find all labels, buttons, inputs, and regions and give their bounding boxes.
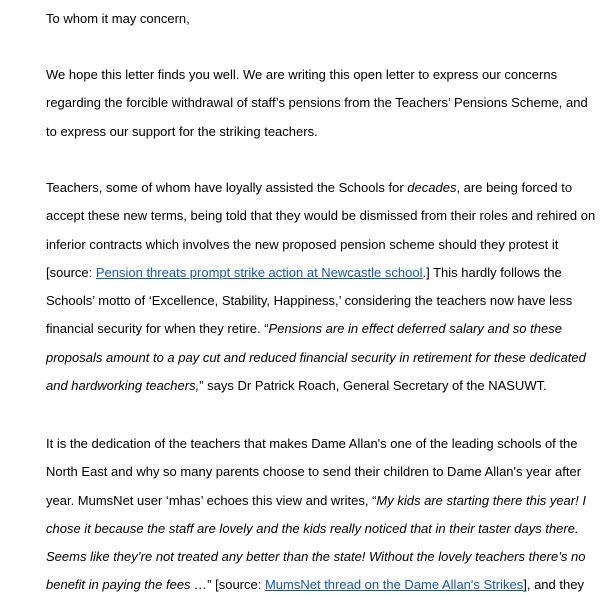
quote-mhas: My kids are starting there this year! I: [376, 492, 586, 508]
text-line: [46, 543, 586, 571]
quote-mhas: chose it because the staff are lovely and the kids really noticed that in their taster days there.: [46, 520, 579, 536]
text-line: financial security for when they retire. “Pensions are in effect deferred salary and so these: [46, 321, 562, 337]
text-line: North East and why so many parents choose to send their children to Dame Allan's year after: [46, 464, 582, 480]
quote-roach: and hardworking teachers,: [46, 378, 200, 394]
text-line: We hope this letter finds you well. We are writing this open letter to express our concerns: [46, 67, 558, 82]
source-link-mumsnet-thread[interactable]: MumsNet thread on the Dame Allan's Strikes: [264, 577, 524, 593]
text-line: [46, 344, 586, 372]
paragraph-dedication: [46, 430, 586, 600]
text-line: accept these new terms, being told that they would be dismissed from their roles and rehired on: [46, 208, 596, 224]
text-line: and hardworking teachers,” says Dr Patrick Roach, General Secretary of the NASUWT.: [46, 378, 547, 394]
text-line: inferior contracts which involves the new proposed pension scheme should they protest it: [46, 236, 559, 252]
text-line: to express our support for the striking teachers.: [46, 123, 318, 139]
salutation: To whom it may concern,: [46, 11, 190, 26]
text-line: It is the dedication of the teachers that makes Dame Allan's one of the leading schools of the: [46, 436, 578, 451]
text-line: [source: Pension threats prompt strike action at Newcastle school.] This hardly follows the: [46, 264, 562, 280]
text-line: benefit in paying the fees …” [source: MumsNet thread on the Dame Allan's Strikes], and they: [46, 577, 584, 593]
quote-mhas: Seems like they’re not treated any better than the state! Without the lovely teachers there’s no: [46, 549, 586, 565]
emphasis-decades: decades: [407, 180, 457, 195]
text-line: Teachers, some of whom have loyally assisted the Schools for decades, are being forced to: [46, 180, 573, 195]
text-line: year. MumsNet user ‘mhas’ echoes this view and writes, “My kids are starting there this year! I: [46, 492, 586, 508]
quote-roach: proposals amount to a pay cut and reduced financial security in retirement for these dedicated: [46, 349, 586, 365]
paragraph-intro: [46, 61, 588, 146]
quote-mhas: benefit in paying the fees …: [46, 577, 208, 593]
source-link-pension-threats[interactable]: Pension threats prompt strike action at Newcastle school: [95, 264, 423, 280]
paragraph-pension-terms: [46, 174, 596, 400]
text-line: [46, 515, 579, 543]
text-line: regarding the forcible withdrawal of staff’s pensions from the Teachers’ Pensions Scheme, and: [46, 95, 588, 111]
text-line: Schools’ motto of ‘Excellence, Stability, Happiness,’ considering the teachers now have less: [46, 293, 573, 309]
quote-roach: Pensions are in effect deferred salary and so these: [268, 321, 562, 337]
